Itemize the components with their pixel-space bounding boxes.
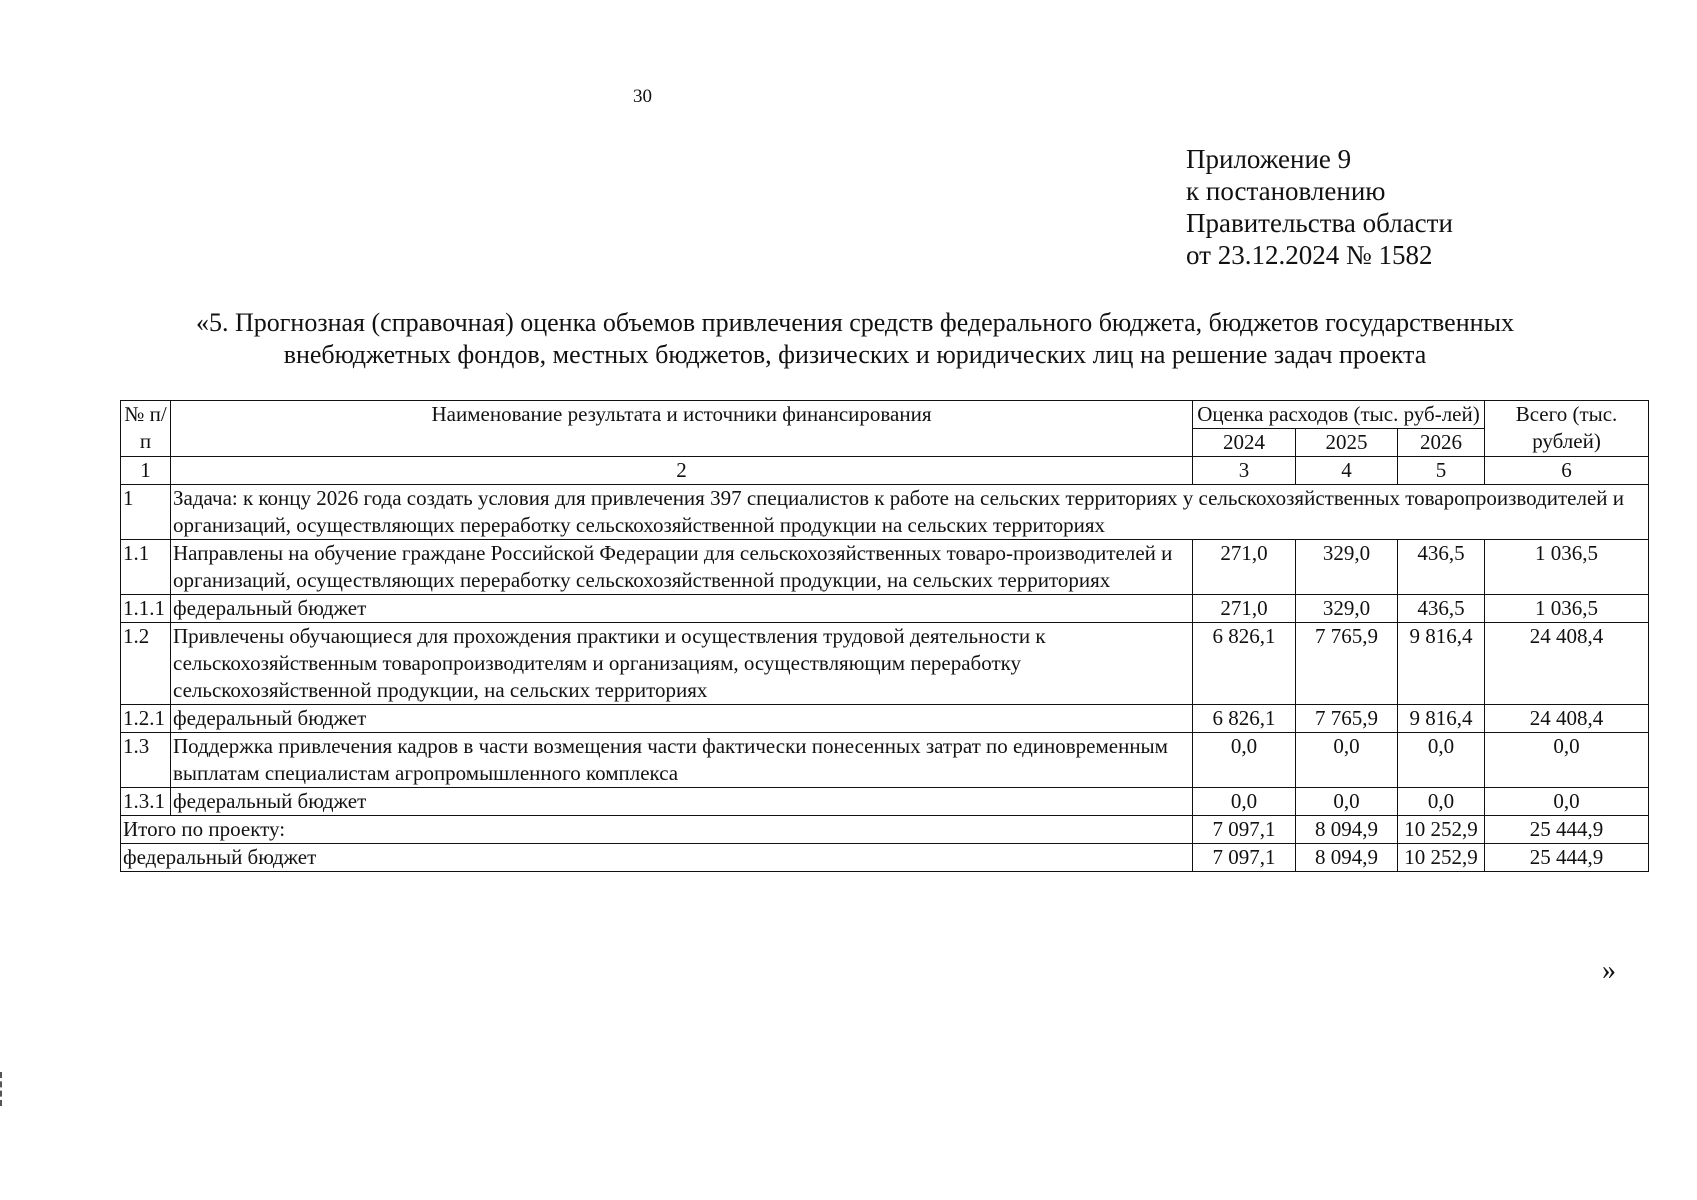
financing-table xyxy=(120,400,1649,872)
value-total: 0,0 xyxy=(1485,788,1649,816)
header-name: Наименование результата и источники финансирования xyxy=(171,401,1193,457)
value-2026: 9 816,4 xyxy=(1398,705,1485,733)
value-2025: 7 765,9 xyxy=(1296,623,1398,705)
header-total: Всего (тыс. рублей) xyxy=(1485,401,1649,457)
row-name: федеральный бюджет xyxy=(171,595,1193,623)
appendix-line-2: к постановлению xyxy=(1186,176,1386,206)
value-total: 24 408,4 xyxy=(1485,623,1649,705)
total-2026: 10 252,9 xyxy=(1398,816,1485,844)
table-row xyxy=(121,595,1649,623)
column-number: 2 xyxy=(171,457,1193,485)
table-row xyxy=(121,623,1649,705)
value-2024: 0,0 xyxy=(1193,733,1296,788)
value-total: 1 036,5 xyxy=(1485,540,1649,595)
row-num: 1.1.1 xyxy=(121,595,171,623)
value-total: 24 408,4 xyxy=(1485,705,1649,733)
total-2025: 8 094,9 xyxy=(1296,816,1398,844)
table-row xyxy=(121,733,1649,788)
appendix-line-3: Правительства области xyxy=(1186,208,1453,238)
value-2025: 0,0 xyxy=(1296,733,1398,788)
value-2026: 436,5 xyxy=(1398,595,1485,623)
task-num: 1 xyxy=(121,485,171,540)
column-number: 3 xyxy=(1193,457,1296,485)
row-name: Поддержка привлечения кадров в части возмещения части фактически понесенных затрат по единовременным выплатам специалистам агропромышленного комплекса xyxy=(171,733,1193,788)
task-text: Задача: к концу 2026 года создать условия для привлечения 397 специалистов к работе на сельских территориях у сельскохозяйственных товаропроизводителей и организаций, осуществляющих переработку сельскохозяйственной продукции на сельских территориях xyxy=(171,485,1649,540)
table-row xyxy=(121,705,1649,733)
appendix-line-1: Приложение 9 xyxy=(1186,144,1352,174)
value-2024: 6 826,1 xyxy=(1193,623,1296,705)
scan-edge-marks xyxy=(0,1072,5,1106)
column-number: 6 xyxy=(1485,457,1649,485)
value-2024: 6 826,1 xyxy=(1193,705,1296,733)
row-num: 1.2.1 xyxy=(121,705,171,733)
total-all: 25 444,9 xyxy=(1485,844,1649,872)
appendix-block xyxy=(1186,143,1453,271)
totals-label: Итого по проекту: xyxy=(121,816,1193,844)
column-number: 1 xyxy=(121,457,171,485)
column-number: 5 xyxy=(1398,457,1485,485)
task-row xyxy=(121,485,1649,540)
value-2024: 0,0 xyxy=(1193,788,1296,816)
column-number: 4 xyxy=(1296,457,1398,485)
value-2025: 0,0 xyxy=(1296,788,1398,816)
row-num: 1.3 xyxy=(121,733,171,788)
row-name: федеральный бюджет xyxy=(171,788,1193,816)
value-2025: 329,0 xyxy=(1296,540,1398,595)
totals-label: федеральный бюджет xyxy=(121,844,1193,872)
value-total: 1 036,5 xyxy=(1485,595,1649,623)
header-num: № п/п xyxy=(121,401,171,457)
value-2025: 329,0 xyxy=(1296,595,1398,623)
table-header-row xyxy=(121,401,1649,429)
value-2026: 0,0 xyxy=(1398,788,1485,816)
section-title-line-2: внебюджетных фондов, местных бюджетов, физических и юридических лиц на решение задач проекта xyxy=(283,340,1427,369)
table-row xyxy=(121,788,1649,816)
table-row xyxy=(121,540,1649,595)
row-num: 1.1 xyxy=(121,540,171,595)
page-number: 30 xyxy=(633,86,652,107)
row-name: федеральный бюджет xyxy=(171,705,1193,733)
value-2024: 271,0 xyxy=(1193,540,1296,595)
header-year-2026: 2026 xyxy=(1398,429,1485,457)
total-all: 25 444,9 xyxy=(1485,816,1649,844)
header-year-2024: 2024 xyxy=(1193,429,1296,457)
row-num: 1.2 xyxy=(121,623,171,705)
totals-row xyxy=(121,816,1649,844)
header-estimate: Оценка расходов (тыс. руб-лей) xyxy=(1193,401,1485,429)
header-year-2025: 2025 xyxy=(1296,429,1398,457)
row-num: 1.3.1 xyxy=(121,788,171,816)
total-2024: 7 097,1 xyxy=(1193,816,1296,844)
section-title xyxy=(120,307,1590,371)
value-total: 0,0 xyxy=(1485,733,1649,788)
row-name: Направлены на обучение граждане Российской Федерации для сельскохозяйственных товаро-производителей и организаций, осуществляющих переработку сельскохозяйственной продукции, на сельских территориях xyxy=(171,540,1193,595)
value-2026: 0,0 xyxy=(1398,733,1485,788)
row-name: Привлечены обучающиеся для прохождения практики и осуществления трудовой деятельности к сельскохозяйственным товаропроизводителям и организациям, осуществляющим переработку сельскохозяйственной продукции, на сельских территориях xyxy=(171,623,1193,705)
section-title-line-1: «5. Прогнозная (справочная) оценка объемов привлечения средств федерального бюджета, бюджетов государственных xyxy=(195,308,1515,337)
total-2025: 8 094,9 xyxy=(1296,844,1398,872)
column-numbers-row xyxy=(121,457,1649,485)
closing-quote: » xyxy=(1602,955,1616,986)
totals-row xyxy=(121,844,1649,872)
value-2025: 7 765,9 xyxy=(1296,705,1398,733)
value-2024: 271,0 xyxy=(1193,595,1296,623)
value-2026: 436,5 xyxy=(1398,540,1485,595)
total-2026: 10 252,9 xyxy=(1398,844,1485,872)
appendix-line-4: от 23.12.2024 № 1582 xyxy=(1186,240,1433,270)
value-2026: 9 816,4 xyxy=(1398,623,1485,705)
total-2024: 7 097,1 xyxy=(1193,844,1296,872)
